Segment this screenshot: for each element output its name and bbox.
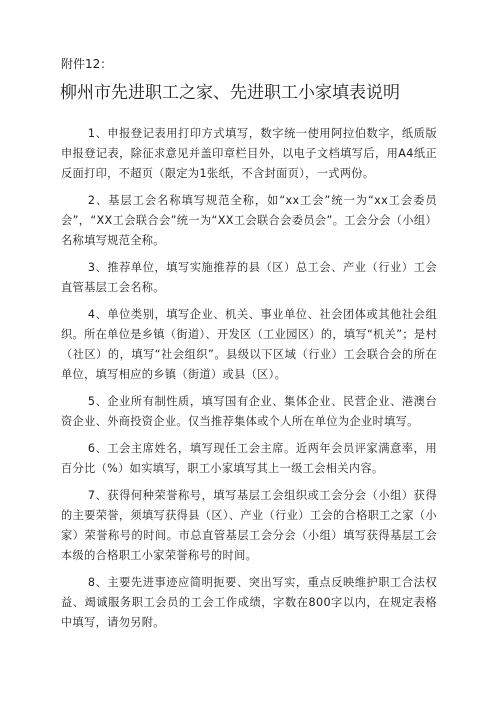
instruction-paragraph-7: 7、获得何种荣誉称号，填写基层工会组织或工会分会（小组）获得的主要荣誉，须填写获得县（区）、产业（行业）工会的合格职工之家（小家）荣誉称号的时间。市总直管基层工会分会（小组）填写获得基层工会本级的合格职工小家荣誉称号的时间。 bbox=[61, 489, 437, 562]
document-title: 柳州市先进职工之家、先进职工小家填表说明 bbox=[60, 83, 400, 103]
instruction-paragraph-8: 8、主要先进事迹应简明扼要、突出写实，重点反映维护职工合法权益、竭诚服务职工会员的工会工作成绩，字数在800字以内，在规定表格中填写，请勿另附。 bbox=[61, 576, 437, 629]
attachment-label: 附件12： bbox=[61, 57, 113, 71]
instruction-paragraph-6: 6、工会主席姓名，填写现任工会主席。近两年会员评家满意率，用百分比（%）如实填写，职工小家填写其上一级工会相关内容。 bbox=[61, 442, 437, 475]
document-body bbox=[61, 124, 437, 640]
instruction-paragraph-3: 3、推荐单位，填写实施推荐的县（区）总工会、产业（行业）工会直管基层工会名称。 bbox=[61, 261, 437, 294]
instruction-paragraph-1: 1、申报登记表用打印方式填写，数字统一使用阿拉伯数字，纸质版申报登记表，除征求意见并盖印章栏目外，以电子文档填写后，用A4纸正反面打印，不超页（限定为1张纸，不含封面页），一式两份。 bbox=[61, 127, 437, 180]
instruction-paragraph-4: 4、单位类别，填写企业、机关、事业单位、社会团体或其他社会组织。所在单位是乡镇（街道）、开发区（工业园区）的，填写“机关”；是村（社区）的，填写“社会组织”。县级以下区域（行业）工会联合会的所在单位，填写相应的乡镇（街道）或县（区）。 bbox=[61, 308, 437, 381]
instruction-paragraph-5: 5、企业所有制性质，填写国有企业、集体企业、民营企业、港澳台资企业、外商投资企业。仅当推荐集体或个人所在单位为企业时填写。 bbox=[61, 395, 437, 428]
instruction-paragraph-2: 2、基层工会名称填写规范全称，如“xx工会”统一为“xx工会委员会”，“XX工会联合会”统一为“XX工会联合会委员会”。工会分会（小组）名称填写规范全称。 bbox=[61, 194, 437, 247]
